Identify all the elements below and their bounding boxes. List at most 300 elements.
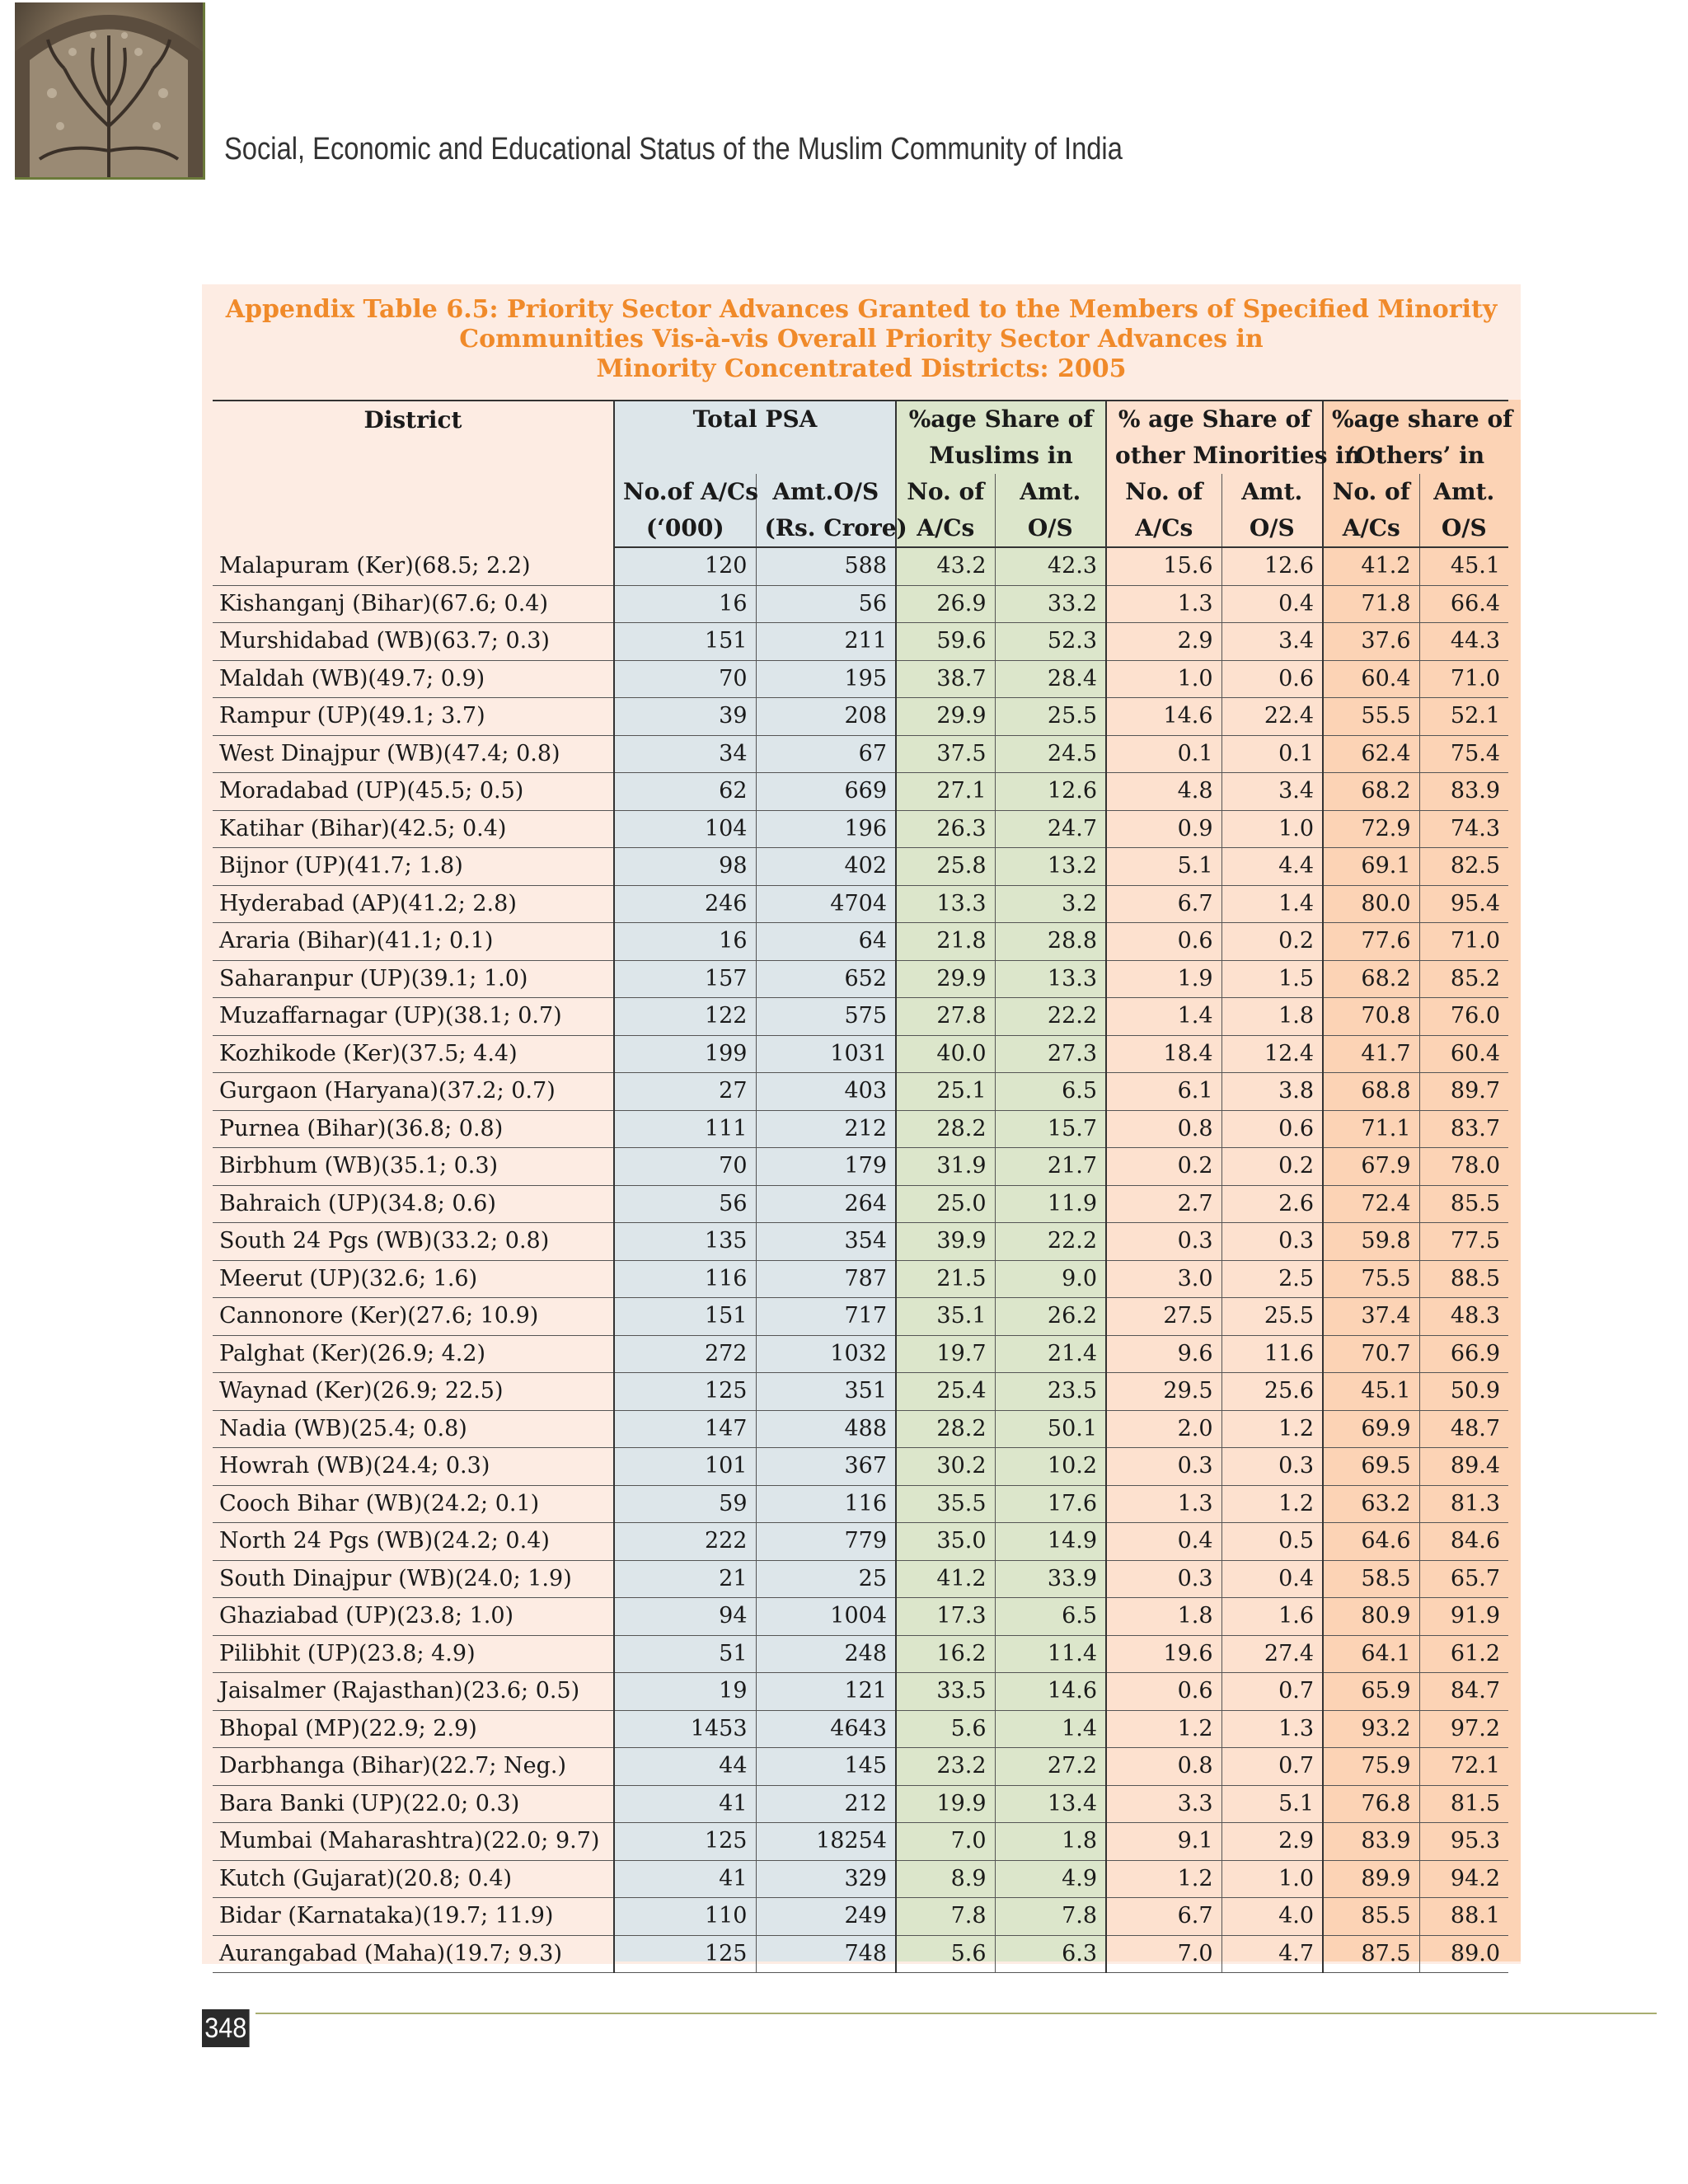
muslims-amt-cell: 52.3 <box>995 623 1106 661</box>
muslims-amt-header: Amt. <box>995 474 1106 510</box>
minorities-amt-cell: 0.4 <box>1221 585 1323 623</box>
table-row <box>213 1110 1508 1148</box>
others-acs-cell: 65.9 <box>1323 1673 1419 1711</box>
muslims-amt-cell: 14.6 <box>995 1673 1106 1711</box>
total-amt-cell: 575 <box>756 998 896 1036</box>
running-header-title: Social, Economic and Educational Status of the Muslim Community of India <box>224 132 1123 166</box>
district-cell: Katihar (Bihar)(42.5; 0.4) <box>213 810 614 848</box>
others-acs-cell: 59.8 <box>1323 1223 1419 1261</box>
muslims-acs-header: A/Cs <box>896 510 995 547</box>
others-amt-cell: 89.0 <box>1419 1935 1508 1973</box>
minorities-amt-cell: 27.4 <box>1221 1635 1323 1673</box>
total-acs-cell: 147 <box>614 1410 756 1448</box>
others-acs-cell: 62.4 <box>1323 735 1419 773</box>
table-title-line-1: Appendix Table 6.5: Priority Sector Advances Granted to the Members of Specified Minority <box>225 295 1498 324</box>
others-acs-cell: 68.8 <box>1323 1073 1419 1111</box>
others-acs-cell: 70.7 <box>1323 1335 1419 1373</box>
minorities-acs-cell: 0.6 <box>1106 923 1221 961</box>
table-row <box>213 773 1508 811</box>
others-amt-cell: 52.1 <box>1419 698 1508 736</box>
district-cell: Araria (Bihar)(41.1; 0.1) <box>213 923 614 961</box>
others-acs-cell: 55.5 <box>1323 698 1419 736</box>
muslims-amt-cell: 42.3 <box>995 547 1106 585</box>
district-cell: Meerut (UP)(32.6; 1.6) <box>213 1260 614 1298</box>
total-amt-cell: 1031 <box>756 1035 896 1073</box>
table-row <box>213 810 1508 848</box>
muslims-acs-cell: 13.3 <box>896 885 995 923</box>
minorities-acs-cell: 2.7 <box>1106 1185 1221 1223</box>
table-row <box>213 1410 1508 1448</box>
district-cell: Murshidabad (WB)(63.7; 0.3) <box>213 623 614 661</box>
minorities-amt-header: Amt. <box>1221 474 1323 510</box>
others-amt-cell: 66.4 <box>1419 585 1508 623</box>
others-acs-header: A/Cs <box>1323 510 1419 547</box>
table-row <box>213 1710 1508 1748</box>
minorities-amt-cell: 1.3 <box>1221 1710 1323 1748</box>
total-acs-cell: 19 <box>614 1673 756 1711</box>
minorities-acs-cell: 19.6 <box>1106 1635 1221 1673</box>
muslims-amt-cell: 24.5 <box>995 735 1106 773</box>
total-amt-cell: 403 <box>756 1073 896 1111</box>
district-cell: Kutch (Gujarat)(20.8; 0.4) <box>213 1860 614 1898</box>
district-cell: North 24 Pgs (WB)(24.2; 0.4) <box>213 1523 614 1561</box>
minorities-amt-cell: 0.7 <box>1221 1673 1323 1711</box>
minorities-acs-cell: 6.7 <box>1106 1898 1221 1936</box>
minorities-acs-cell: 6.7 <box>1106 885 1221 923</box>
others-acs-cell: 58.5 <box>1323 1560 1419 1598</box>
table-row <box>213 1635 1508 1673</box>
total-acs-cell: 21 <box>614 1560 756 1598</box>
minorities-acs-cell: 0.3 <box>1106 1223 1221 1261</box>
total-amt-cell: 669 <box>756 773 896 811</box>
minorities-acs-cell: 1.9 <box>1106 960 1221 998</box>
muslims-amt-cell: 9.0 <box>995 1260 1106 1298</box>
muslims-acs-cell: 29.9 <box>896 960 995 998</box>
total-amt-cell: 354 <box>756 1223 896 1261</box>
total-psa-header: Total PSA <box>614 401 896 438</box>
others-acs-cell: 93.2 <box>1323 1710 1419 1748</box>
muslims-amt-cell: 21.7 <box>995 1148 1106 1186</box>
muslims-acs-cell: 8.9 <box>896 1860 995 1898</box>
muslims-acs-cell: 23.2 <box>896 1748 995 1786</box>
minorities-amt-cell: 1.0 <box>1221 810 1323 848</box>
others-amt-cell: 81.3 <box>1419 1485 1508 1523</box>
total-acs-cell: 94 <box>614 1598 756 1636</box>
muslims-amt-cell: 28.4 <box>995 660 1106 698</box>
others-acs-cell: 87.5 <box>1323 1935 1419 1973</box>
minorities-amt-cell: 0.4 <box>1221 1560 1323 1598</box>
table-row <box>213 1260 1508 1298</box>
minorities-acs-cell: 5.1 <box>1106 848 1221 886</box>
district-cell: Kozhikode (Ker)(37.5; 4.4) <box>213 1035 614 1073</box>
total-amt-cell: 249 <box>756 1898 896 1936</box>
total-acs-cell: 51 <box>614 1635 756 1673</box>
minorities-acs-cell: 27.5 <box>1106 1298 1221 1336</box>
muslims-amt-cell: 22.2 <box>995 1223 1106 1261</box>
muslims-amt-cell: 15.7 <box>995 1110 1106 1148</box>
header-ornament-image <box>15 2 205 180</box>
muslims-acs-cell: 25.1 <box>896 1073 995 1111</box>
others-acs-cell: 37.6 <box>1323 623 1419 661</box>
others-amt-cell: 78.0 <box>1419 1148 1508 1186</box>
district-cell: West Dinajpur (WB)(47.4; 0.8) <box>213 735 614 773</box>
total-amt-cell: 208 <box>756 698 896 736</box>
muslims-amt-cell: 7.8 <box>995 1898 1106 1936</box>
table-row <box>213 1598 1508 1636</box>
others-amt-cell: 81.5 <box>1419 1785 1508 1823</box>
muslims-amt-cell: 1.8 <box>995 1823 1106 1861</box>
table-header <box>213 401 1513 547</box>
table-row <box>213 1335 1508 1373</box>
muslims-acs-cell: 5.6 <box>896 1935 995 1973</box>
total-acs-cell: 16 <box>614 923 756 961</box>
table-row <box>213 1560 1508 1598</box>
others-acs-cell: 69.1 <box>1323 848 1419 886</box>
minorities-acs-cell: 1.3 <box>1106 585 1221 623</box>
muslims-acs-cell: 25.4 <box>896 1373 995 1411</box>
total-amt-cell: 64 <box>756 923 896 961</box>
muslims-acs-cell: 27.8 <box>896 998 995 1036</box>
minorities-amt-cell: 3.4 <box>1221 773 1323 811</box>
muslims-amt-cell: 22.2 <box>995 998 1106 1036</box>
table-row <box>213 735 1508 773</box>
total-acs-cell: 122 <box>614 998 756 1036</box>
minorities-amt-cell: 25.5 <box>1221 1298 1323 1336</box>
minorities-amt-cell: 4.7 <box>1221 1935 1323 1973</box>
others-amt-cell: 48.3 <box>1419 1298 1508 1336</box>
minorities-acs-cell: 9.1 <box>1106 1823 1221 1861</box>
minorities-acs-cell: 0.6 <box>1106 1673 1221 1711</box>
total-acs-cell: 101 <box>614 1448 756 1486</box>
others-acs-cell: 41.7 <box>1323 1035 1419 1073</box>
district-cell: Aurangabad (Maha)(19.7; 9.3) <box>213 1935 614 1973</box>
others-acs-cell: 64.6 <box>1323 1523 1419 1561</box>
minorities-amt-cell: 12.4 <box>1221 1035 1323 1073</box>
district-cell: Cannonore (Ker)(27.6; 10.9) <box>213 1298 614 1336</box>
minorities-acs-cell: 1.8 <box>1106 1598 1221 1636</box>
total-amt-cell: 787 <box>756 1260 896 1298</box>
district-cell: Hyderabad (AP)(41.2; 2.8) <box>213 885 614 923</box>
minorities-amt-cell: 1.2 <box>1221 1485 1323 1523</box>
total-acs-cell: 41 <box>614 1785 756 1823</box>
muslims-share-header-line-1: %age Share of <box>896 401 1106 438</box>
table-row <box>213 1748 1508 1786</box>
muslims-acs-cell: 21.8 <box>896 923 995 961</box>
district-cell: Pilibhit (UP)(23.8; 4.9) <box>213 1635 614 1673</box>
muslims-no-of-header: No. of <box>896 474 995 510</box>
minorities-acs-cell: 1.2 <box>1106 1860 1221 1898</box>
district-cell: Nadia (WB)(25.4; 0.8) <box>213 1410 614 1448</box>
total-amt-cell: 264 <box>756 1185 896 1223</box>
minorities-acs-cell: 1.0 <box>1106 660 1221 698</box>
others-amt-cell: 84.7 <box>1419 1673 1508 1711</box>
total-amt-cell: 212 <box>756 1785 896 1823</box>
muslims-acs-cell: 40.0 <box>896 1035 995 1073</box>
others-amt-cell: 76.0 <box>1419 998 1508 1036</box>
minorities-acs-cell: 0.1 <box>1106 735 1221 773</box>
muslims-acs-cell: 29.9 <box>896 698 995 736</box>
total-acs-cell: 222 <box>614 1523 756 1561</box>
total-acs-cell: 56 <box>614 1185 756 1223</box>
muslims-amt-cell: 10.2 <box>995 1448 1106 1486</box>
others-acs-cell: 37.4 <box>1323 1298 1419 1336</box>
minorities-amt-cell: 0.5 <box>1221 1523 1323 1561</box>
total-amt-cell: 367 <box>756 1448 896 1486</box>
others-amt-cell: 88.5 <box>1419 1260 1508 1298</box>
district-cell: Bhopal (MP)(22.9; 2.9) <box>213 1710 614 1748</box>
others-acs-cell: 68.2 <box>1323 773 1419 811</box>
others-acs-cell: 89.9 <box>1323 1860 1419 1898</box>
others-acs-cell: 72.4 <box>1323 1185 1419 1223</box>
district-cell: Bahraich (UP)(34.8; 0.6) <box>213 1185 614 1223</box>
others-amt-cell: 60.4 <box>1419 1035 1508 1073</box>
others-acs-cell: 41.2 <box>1323 547 1419 585</box>
muslims-acs-cell: 7.8 <box>896 1898 995 1936</box>
others-amt-cell: 48.7 <box>1419 1410 1508 1448</box>
table-row <box>213 1935 1508 1973</box>
total-acs-cell: 34 <box>614 735 756 773</box>
total-acs-cell: 59 <box>614 1485 756 1523</box>
minorities-os-header: O/S <box>1221 510 1323 547</box>
total-acs-cell: 104 <box>614 810 756 848</box>
table-row <box>213 1223 1508 1261</box>
muslims-acs-cell: 17.3 <box>896 1598 995 1636</box>
table-row <box>213 547 1508 585</box>
muslims-acs-cell: 39.9 <box>896 1223 995 1261</box>
others-amt-cell: 94.2 <box>1419 1860 1508 1898</box>
minorities-amt-cell: 2.5 <box>1221 1260 1323 1298</box>
total-acs-cell: 1453 <box>614 1710 756 1748</box>
page-number: 348 <box>202 2009 250 2047</box>
district-cell: Moradabad (UP)(45.5; 0.5) <box>213 773 614 811</box>
total-acs-cell: 116 <box>614 1260 756 1298</box>
others-amt-header: Amt. <box>1419 474 1508 510</box>
muslims-acs-cell: 19.9 <box>896 1785 995 1823</box>
total-acs-cell: 157 <box>614 960 756 998</box>
others-share-header-line-2: ‘Others’ in <box>1323 438 1508 474</box>
table-row <box>213 1823 1508 1861</box>
muslims-acs-cell: 25.8 <box>896 848 995 886</box>
others-no-of-header: No. of <box>1323 474 1419 510</box>
minorities-amt-cell: 1.8 <box>1221 998 1323 1036</box>
minorities-acs-cell: 15.6 <box>1106 547 1221 585</box>
others-amt-cell: 88.1 <box>1419 1898 1508 1936</box>
muslims-amt-cell: 13.3 <box>995 960 1106 998</box>
table-row <box>213 998 1508 1036</box>
total-amt-cell: 351 <box>756 1373 896 1411</box>
muslims-amt-cell: 24.7 <box>995 810 1106 848</box>
district-cell: Purnea (Bihar)(36.8; 0.8) <box>213 1110 614 1148</box>
total-amt-cell: 4704 <box>756 885 896 923</box>
table-row <box>213 585 1508 623</box>
muslims-amt-cell: 6.3 <box>995 1935 1106 1973</box>
total-amt-cell: 4643 <box>756 1710 896 1748</box>
total-amt-cell: 18254 <box>756 1823 896 1861</box>
total-acs-cell: 125 <box>614 1935 756 1973</box>
minorities-acs-cell: 0.3 <box>1106 1448 1221 1486</box>
district-cell: Palghat (Ker)(26.9; 4.2) <box>213 1335 614 1373</box>
total-acs-cell: 246 <box>614 885 756 923</box>
acs-header-line-1: No.of A/Cs <box>614 474 756 510</box>
others-amt-cell: 95.4 <box>1419 885 1508 923</box>
total-amt-cell: 488 <box>756 1410 896 1448</box>
total-amt-cell: 211 <box>756 623 896 661</box>
total-amt-cell: 56 <box>756 585 896 623</box>
table-row <box>213 1298 1508 1336</box>
others-amt-cell: 83.9 <box>1419 773 1508 811</box>
minorities-acs-cell: 0.8 <box>1106 1110 1221 1148</box>
district-cell: Bara Banki (UP)(22.0; 0.3) <box>213 1785 614 1823</box>
minorities-amt-cell: 0.2 <box>1221 1148 1323 1186</box>
minorities-amt-cell: 12.6 <box>1221 547 1323 585</box>
muslims-acs-cell: 25.0 <box>896 1185 995 1223</box>
others-acs-cell: 75.5 <box>1323 1260 1419 1298</box>
district-cell: Gurgaon (Haryana)(37.2; 0.7) <box>213 1073 614 1111</box>
table-row <box>213 1785 1508 1823</box>
minorities-amt-cell: 22.4 <box>1221 698 1323 736</box>
table-body <box>213 547 1508 1973</box>
minorities-acs-cell: 2.0 <box>1106 1410 1221 1448</box>
others-acs-cell: 76.8 <box>1323 1785 1419 1823</box>
muslims-os-header: O/S <box>995 510 1106 547</box>
minorities-acs-cell: 0.3 <box>1106 1560 1221 1598</box>
total-amt-cell: 145 <box>756 1748 896 1786</box>
minorities-acs-cell: 3.0 <box>1106 1260 1221 1298</box>
others-amt-cell: 82.5 <box>1419 848 1508 886</box>
minorities-amt-cell: 25.6 <box>1221 1373 1323 1411</box>
muslims-acs-cell: 41.2 <box>896 1560 995 1598</box>
muslims-amt-cell: 3.2 <box>995 885 1106 923</box>
minorities-acs-cell: 1.2 <box>1106 1710 1221 1748</box>
total-amt-cell: 116 <box>756 1485 896 1523</box>
muslims-acs-cell: 26.3 <box>896 810 995 848</box>
table-row <box>213 1035 1508 1073</box>
minorities-no-of-header: No. of <box>1106 474 1221 510</box>
muslims-amt-cell: 27.3 <box>995 1035 1106 1073</box>
others-acs-cell: 77.6 <box>1323 923 1419 961</box>
others-amt-cell: 97.2 <box>1419 1710 1508 1748</box>
minorities-acs-cell: 1.3 <box>1106 1485 1221 1523</box>
minorities-amt-cell: 1.0 <box>1221 1860 1323 1898</box>
muslims-amt-cell: 13.4 <box>995 1785 1106 1823</box>
muslims-acs-cell: 31.9 <box>896 1148 995 1186</box>
others-acs-cell: 64.1 <box>1323 1635 1419 1673</box>
others-amt-cell: 45.1 <box>1419 547 1508 585</box>
muslims-amt-cell: 50.1 <box>995 1410 1106 1448</box>
others-os-header: O/S <box>1419 510 1508 547</box>
total-acs-cell: 272 <box>614 1335 756 1373</box>
district-cell: Bidar (Karnataka)(19.7; 11.9) <box>213 1898 614 1936</box>
total-amt-cell: 67 <box>756 735 896 773</box>
others-acs-cell: 60.4 <box>1323 660 1419 698</box>
others-amt-cell: 91.9 <box>1419 1598 1508 1636</box>
total-amt-cell: 748 <box>756 1935 896 1973</box>
table-title-line-3: Minority Concentrated Districts: 2005 <box>596 354 1127 383</box>
others-acs-cell: 45.1 <box>1323 1373 1419 1411</box>
others-amt-cell: 71.0 <box>1419 660 1508 698</box>
total-acs-cell: 70 <box>614 1148 756 1186</box>
minorities-amt-cell: 4.4 <box>1221 848 1323 886</box>
minorities-acs-cell: 0.4 <box>1106 1523 1221 1561</box>
total-amt-cell: 25 <box>756 1560 896 1598</box>
others-acs-cell: 85.5 <box>1323 1898 1419 1936</box>
table-title-line-2: Communities Vis-à-vis Overall Priority Sector Advances in <box>459 325 1264 354</box>
table-row <box>213 1898 1508 1936</box>
table-row <box>213 623 1508 661</box>
minorities-amt-cell: 0.2 <box>1221 923 1323 961</box>
minorities-acs-cell: 4.8 <box>1106 773 1221 811</box>
total-amt-cell: 196 <box>756 810 896 848</box>
others-amt-cell: 84.6 <box>1419 1523 1508 1561</box>
total-acs-cell: 41 <box>614 1860 756 1898</box>
others-acs-cell: 83.9 <box>1323 1823 1419 1861</box>
others-amt-cell: 77.5 <box>1419 1223 1508 1261</box>
muslims-acs-cell: 19.7 <box>896 1335 995 1373</box>
amt-header-line-2: (Rs. Crore) <box>756 510 896 547</box>
others-amt-cell: 89.7 <box>1419 1073 1508 1111</box>
muslims-acs-cell: 7.0 <box>896 1823 995 1861</box>
minorities-amt-cell: 0.6 <box>1221 660 1323 698</box>
muslims-acs-cell: 43.2 <box>896 547 995 585</box>
minorities-amt-cell: 1.6 <box>1221 1598 1323 1636</box>
district-cell: South Dinajpur (WB)(24.0; 1.9) <box>213 1560 614 1598</box>
table-row <box>213 698 1508 736</box>
others-acs-cell: 80.0 <box>1323 885 1419 923</box>
muslims-acs-cell: 28.2 <box>896 1410 995 1448</box>
muslims-acs-cell: 35.1 <box>896 1298 995 1336</box>
total-amt-cell: 779 <box>756 1523 896 1561</box>
muslims-acs-cell: 26.9 <box>896 585 995 623</box>
minorities-acs-cell: 0.2 <box>1106 1148 1221 1186</box>
minorities-amt-cell: 1.4 <box>1221 885 1323 923</box>
minorities-amt-cell: 2.6 <box>1221 1185 1323 1223</box>
total-amt-cell: 212 <box>756 1110 896 1148</box>
total-amt-cell: 248 <box>756 1635 896 1673</box>
district-cell: Cooch Bihar (WB)(24.2; 0.1) <box>213 1485 614 1523</box>
minorities-acs-cell: 3.3 <box>1106 1785 1221 1823</box>
minorities-acs-header: A/Cs <box>1106 510 1221 547</box>
others-amt-cell: 83.7 <box>1419 1110 1508 1148</box>
muslims-amt-cell: 21.4 <box>995 1335 1106 1373</box>
table-row <box>213 660 1508 698</box>
table-row <box>213 1523 1508 1561</box>
minorities-amt-cell: 5.1 <box>1221 1785 1323 1823</box>
muslims-amt-cell: 14.9 <box>995 1523 1106 1561</box>
total-acs-cell: 110 <box>614 1898 756 1936</box>
minorities-amt-cell: 1.5 <box>1221 960 1323 998</box>
table-row <box>213 885 1508 923</box>
muslims-amt-cell: 1.4 <box>995 1710 1106 1748</box>
table-row <box>213 923 1508 961</box>
others-acs-cell: 69.9 <box>1323 1410 1419 1448</box>
minorities-amt-cell: 0.3 <box>1221 1448 1323 1486</box>
district-cell: Darbhanga (Bihar)(22.7; Neg.) <box>213 1748 614 1786</box>
others-amt-cell: 66.9 <box>1419 1335 1508 1373</box>
muslims-amt-cell: 6.5 <box>995 1598 1106 1636</box>
muslims-acs-cell: 5.6 <box>896 1710 995 1748</box>
total-amt-cell: 195 <box>756 660 896 698</box>
district-cell: Ghaziabad (UP)(23.8; 1.0) <box>213 1598 614 1636</box>
muslims-amt-cell: 12.6 <box>995 773 1106 811</box>
total-acs-cell: 98 <box>614 848 756 886</box>
total-acs-cell: 151 <box>614 623 756 661</box>
muslims-acs-cell: 59.6 <box>896 623 995 661</box>
table-row <box>213 1485 1508 1523</box>
muslims-acs-cell: 16.2 <box>896 1635 995 1673</box>
total-acs-cell: 120 <box>614 547 756 585</box>
district-cell: Kishanganj (Bihar)(67.6; 0.4) <box>213 585 614 623</box>
district-cell: Mumbai (Maharashtra)(22.0; 9.7) <box>213 1823 614 1861</box>
